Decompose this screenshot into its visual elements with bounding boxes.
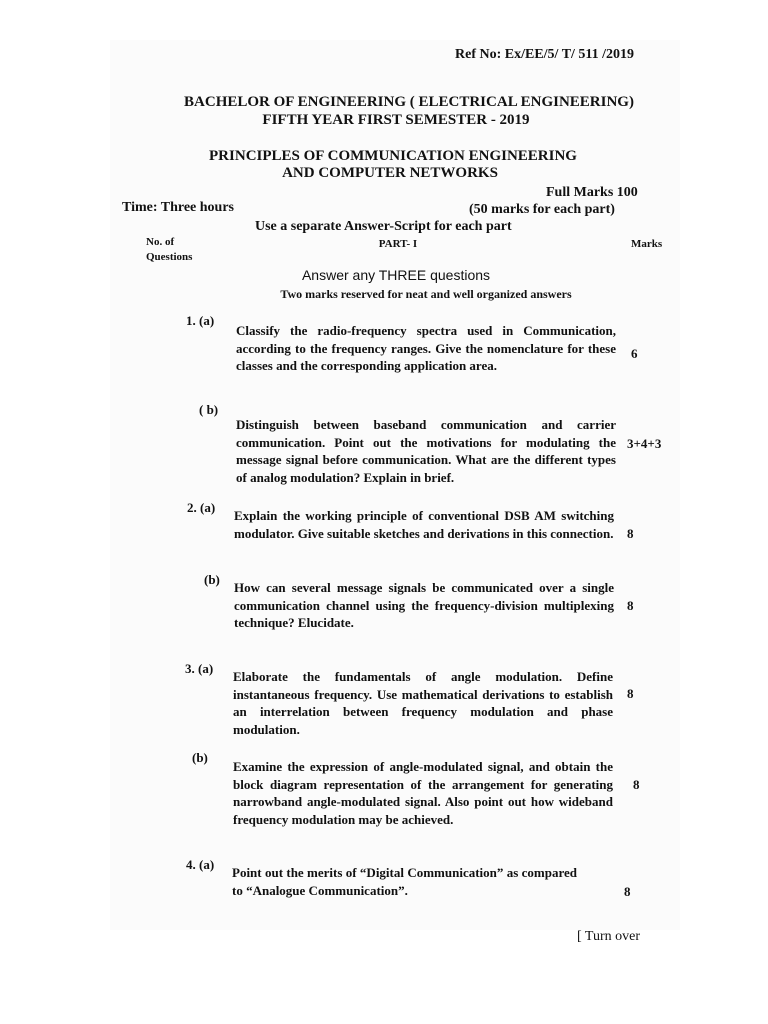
question-label: 3. (a): [185, 661, 214, 676]
reserved-marks-note: Two marks reserved for neat and well organized answers: [280, 287, 572, 301]
question-label: 2. (a): [187, 500, 216, 515]
degree-title: BACHELOR OF ENGINEERING ( ELECTRICAL ENGINEERING): [184, 94, 634, 110]
time-allowed: Time: Three hours: [122, 200, 235, 215]
subject-title-line1: PRINCIPLES OF COMMUNICATION ENGINEERING: [209, 148, 577, 164]
marks-column-heading: Marks: [631, 238, 663, 250]
full-marks: Full Marks 100: [546, 185, 638, 200]
question-label: 4. (a): [186, 857, 215, 872]
question-marks: 8: [633, 777, 640, 792]
question-text: Distinguish between baseband communication and carrier communication. Point out the motivations for modulating the message signal before communication. What are the different types of analog modulation? Explain in brief.: [236, 417, 616, 485]
question-marks: 8: [624, 884, 631, 899]
question-text: Explain the working principle of conventional DSB AM switching modulator. Give suitable sketches and derivations in this connection.: [234, 508, 614, 541]
question-marks: 8: [627, 686, 634, 701]
separate-script-note: Use a separate Answer-Script for each part: [255, 219, 512, 234]
question-marks: 3+4+3: [627, 436, 662, 451]
part-heading: PART- I: [378, 238, 418, 250]
question-marks: 8: [627, 598, 634, 613]
subject-title-line2: AND COMPUTER NETWORKS: [282, 165, 498, 181]
turn-over-note: [ Turn over: [577, 929, 641, 944]
year-semester: FIFTH YEAR FIRST SEMESTER - 2019: [262, 112, 530, 128]
question-label: ( b): [199, 402, 219, 417]
question-marks: 6: [631, 346, 638, 361]
question-label: 1. (a): [186, 313, 215, 328]
reference-number: Ref No: Ex/EE/5/ T/ 511 /2019: [455, 47, 635, 62]
question-text: Examine the expression of angle-modulated signal, and obtain the block diagram representation of the arrangement for generating narrowband angle-modulated signal. Also point out how wideband frequency modulation may be achieved.: [233, 759, 613, 827]
question-text: Classify the radio-frequency spectra used in Communication, according to the frequency ranges. Give the nomenclature for these classes and the corresponding application area.: [236, 323, 616, 374]
question-marks: 8: [627, 526, 634, 541]
question-label: (b): [204, 572, 220, 587]
questions-column-heading: No. of Questions: [146, 236, 193, 263]
instruction: Answer any THREE questions: [301, 267, 491, 283]
question-text: Point out the merits of “Digital Communication” as compared to “Analogue Communication”.: [232, 865, 577, 898]
question-text: How can several message signals be communicated over a single communication channel using the frequency-division multiplexing technique? Elucidate.: [234, 580, 614, 631]
question-label: (b): [192, 750, 208, 765]
question-text: Elaborate the fundamentals of angle modulation. Define instantaneous frequency. Use mathematical derivations to establish an interrelation between frequency modulation and phase modulation.: [233, 669, 613, 737]
marks-per-part: (50 marks for each part): [469, 202, 615, 217]
